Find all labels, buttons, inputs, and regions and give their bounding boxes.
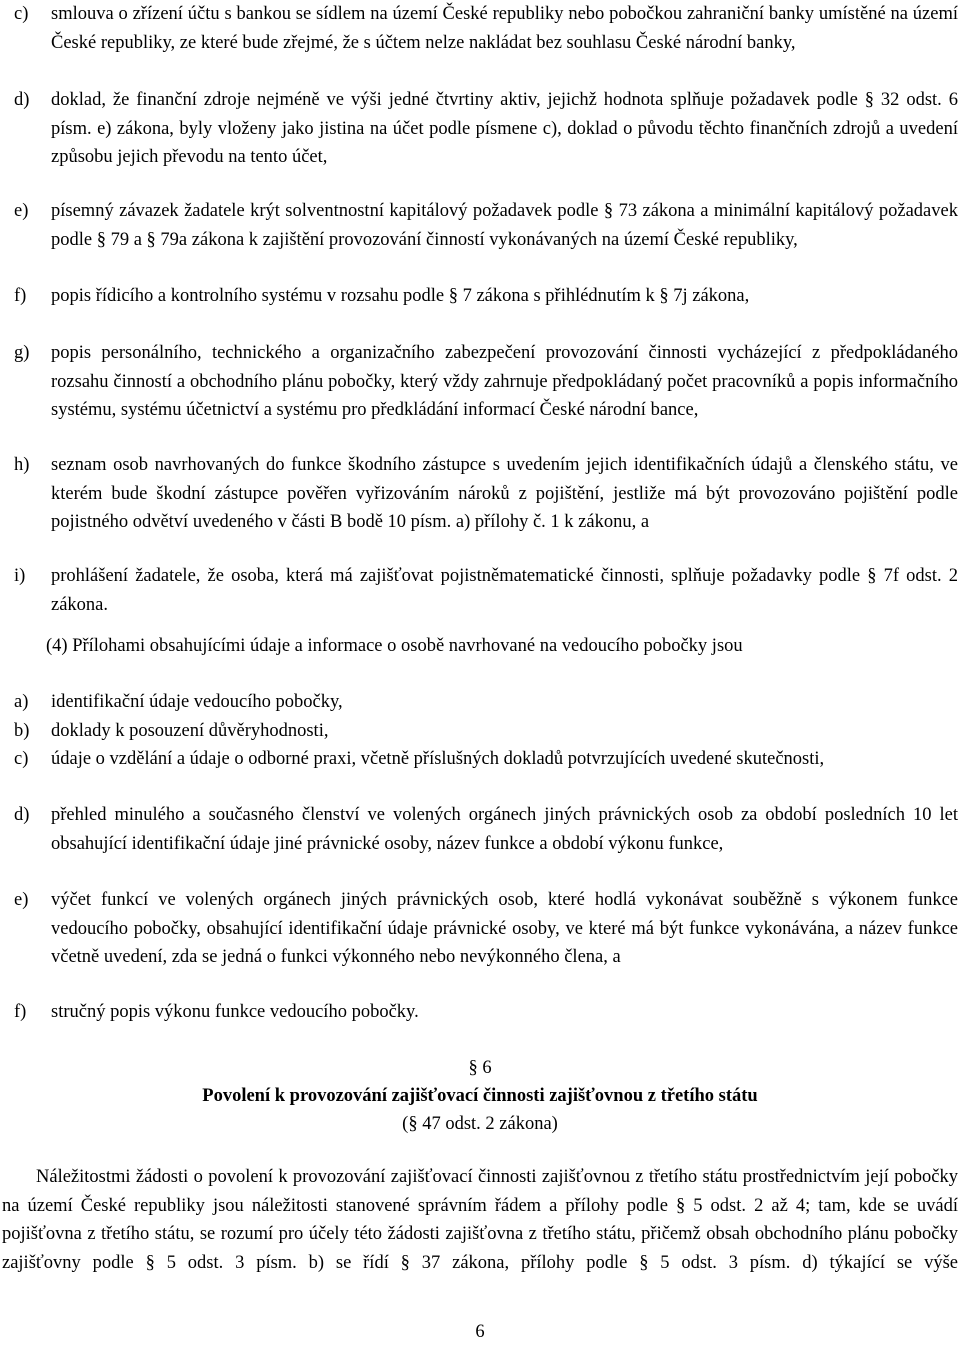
list-item bbox=[14, 86, 958, 172]
list-item-text: prohlášení žadatele, že osoba, která má zajišťovat pojistněmatematické činnosti, splňuje požadavky podle § 7f odst. 2 zákona. bbox=[51, 566, 958, 615]
list-marker: d) bbox=[14, 805, 30, 825]
section-number: § 6 bbox=[468, 1058, 492, 1078]
list-item bbox=[14, 886, 958, 972]
list-marker: e) bbox=[14, 890, 29, 910]
page-number: 6 bbox=[475, 1322, 485, 1342]
list-item-text: popis řídicího a kontrolního systému v rozsahu podle § 7 zákona s přihlédnutím k § 7j zákona, bbox=[51, 286, 750, 306]
list-item bbox=[14, 197, 958, 254]
section-title: Povolení k provozování zajišťovací činnosti zajišťovnou z třetího státu bbox=[202, 1086, 758, 1106]
list-marker: a) bbox=[14, 692, 29, 712]
list-marker: i) bbox=[14, 566, 26, 586]
list-item-text: doklady k posouzení důvěryhodnosti, bbox=[51, 721, 329, 741]
list-marker: f) bbox=[14, 286, 27, 306]
list-marker: h) bbox=[14, 455, 30, 475]
list-item-text: přehled minulého a současného členství ve volených orgánech jiných právnických osob za období posledních 10 let obsahující identifikační údaje jiné právnické osoby, název funkce a období výkonu funkce, bbox=[51, 805, 958, 854]
list-marker: b) bbox=[14, 721, 30, 741]
list-item bbox=[14, 282, 958, 311]
list-marker: d) bbox=[14, 90, 30, 110]
list-item bbox=[14, 562, 958, 619]
list-item bbox=[14, 717, 958, 746]
list-marker: c) bbox=[14, 749, 29, 769]
list-marker: e) bbox=[14, 201, 29, 221]
list-item-text: písemný závazek žadatele krýt solventnostní kapitálový požadavek podle § 73 zákona a minimální kapitálový požadavek podle § 79 a § 79a zákona k zajištění provozování činností vykonávaných na území České republiky, bbox=[51, 201, 958, 250]
body-paragraph: Náležitostmi žádosti o povolení k provozování zajišťovací činnosti zajišťovnou z třetího státu prostřednictvím její pobočky na území České republiky jsou náležitosti stanovené správním řádem a přílohy podle § 5 odst. 2 až 4; tam, kde se uvádí pojišťovna z třetího státu, se rozumí pro účely této žádosti zajišťovna z třetího státu, přičemž obsah obchodního plánu pobočky zajišťovny podle § 5 odst. 3 písm. b) se řídí § 37 zákona, přílohy podle § 5 odst. 3 písm. d) týkající se výše bbox=[2, 1167, 958, 1273]
list-item-text: stručný popis výkonu funkce vedoucího pobočky. bbox=[51, 1002, 419, 1022]
list-item-text: popis personálního, technického a organizačního zabezpečení provozování činnosti vycházející z předpokládaného rozsahu činností a obchodního plánu pobočky, který vždy zahrnuje předpokládaný počet pracovníků a popis informačního systému, systému účetnictví a systému pro předkládání informací České národní bance, bbox=[51, 343, 958, 421]
paragraph-4: (4) Přílohami obsahujícími údaje a informace o osobě navrhované na vedoucího pobočky jsou bbox=[46, 636, 743, 656]
list-item bbox=[14, 801, 958, 858]
list-item bbox=[14, 451, 958, 537]
list-item bbox=[14, 745, 958, 774]
list-marker: c) bbox=[14, 4, 29, 24]
list-item-text: identifikační údaje vedoucího pobočky, bbox=[51, 692, 343, 712]
list-item-text: smlouva o zřízení účtu s bankou se sídlem na území České republiky nebo pobočkou zahraniční banky umístěné na území České republiky, ze které bude zřejmé, že s účtem nelze nakládat bez souhlasu České národní banky, bbox=[51, 4, 958, 53]
list-marker: f) bbox=[14, 1002, 27, 1022]
list-item bbox=[14, 998, 958, 1027]
list-item-text: výčet funkcí ve volených orgánech jiných právnických osob, které hodlá vykonávat souběžně s výkonem funkce vedoucího pobočky, obsahující identifikační údaje právnické osoby, ve které má být funkce vykonávána, a název funkce včetně uvedení, zda se jedná o funkci výkonného nebo nevýkonného člena, a bbox=[51, 890, 958, 968]
list-item-text: doklad, že finanční zdroje nejméně ve výši jedné čtvrtiny aktiv, jejichž hodnota splňuje požadavek podle § 32 odst. 6 písm. e) zákona, byly vloženy jako jistina na účet podle písmene c), doklad o původu těchto finančních zdrojů a uvedení způsobu jejich převodu na tento účet, bbox=[51, 90, 958, 168]
section-reference: (§ 47 odst. 2 zákona) bbox=[402, 1114, 558, 1134]
list-item bbox=[14, 339, 958, 425]
list-item bbox=[14, 0, 958, 57]
list-item-text: údaje o vzdělání a údaje o odborné praxi, včetně příslušných dokladů potvrzujících uvedené skutečnosti, bbox=[51, 749, 825, 769]
list-item bbox=[14, 688, 958, 717]
list-marker: g) bbox=[14, 343, 30, 363]
list-item-text: seznam osob navrhovaných do funkce škodního zástupce s uvedením jejich identifikačních údajů a členského státu, ve kterém bude škodní zástupce pověřen vyřizováním nároků z pojištění, jestliže má být provozováno pojištění podle pojistného odvětví uvedeného v části B bodě 10 písm. a) přílohy č. 1 k zákonu, a bbox=[51, 455, 958, 533]
